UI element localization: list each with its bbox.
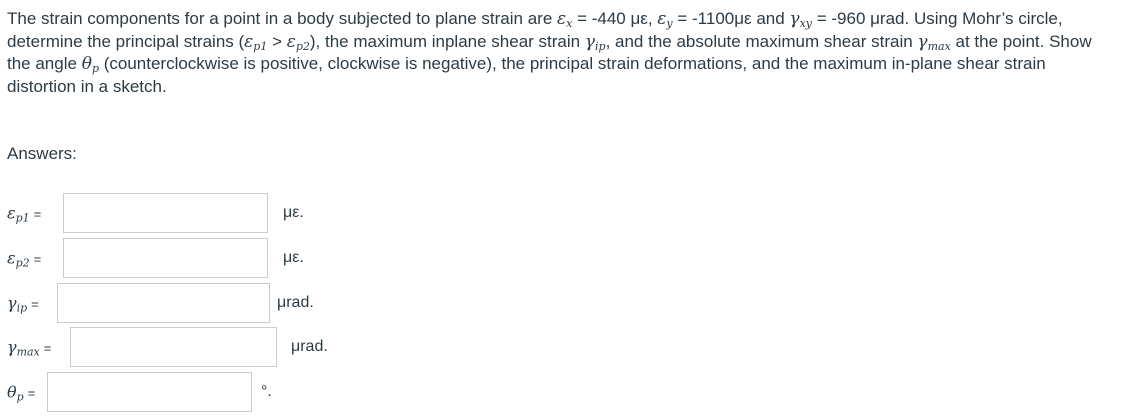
answer-row-gmax xyxy=(7,327,347,367)
answer-unit-ep2: με. xyxy=(283,249,304,266)
gmax-input[interactable] xyxy=(70,327,277,367)
ep1-input[interactable] xyxy=(63,193,268,233)
thetap-input[interactable] xyxy=(47,372,252,412)
answer-label-ep1: $\varepsilon_{p1}$ = xyxy=(7,203,42,225)
gip-input[interactable] xyxy=(57,283,270,323)
problem-statement: The strain components for a point in a body subjected to plane strain are $\varepsilon_x = -440$ με, $\varepsilon_y = -1100\mu\varepsilon$ and $\gamma_{xy} = -960$ μrad. Using Mohr’s circle, determine the principal strains $(\varepsilon_{p1} > \varepsilon_{p2})$, the maximum inplane shear strain $\gamma_{ip}$, and the absolute maximum shear strain $\gamma_{max}$ at the point. Show the angle $\theta_p$ (counterclockwise is positive, clockwise is negative), the principal strain deformations, and the maximum in-plane shear strain distortion in a sketch. xyxy=(7,9,1092,96)
answer-unit-gip: μrad. xyxy=(277,294,314,311)
answer-label-thetap: $\theta_p$ = xyxy=(7,382,36,404)
answer-label-ep2: $\varepsilon_{p2}$ = xyxy=(7,248,42,270)
answers-heading: Answers: xyxy=(7,144,77,163)
answer-unit-thetap: °. xyxy=(261,383,272,400)
answer-unit-gmax: μrad. xyxy=(291,338,328,355)
answer-unit-ep1: με. xyxy=(283,204,304,221)
answer-label-gmax: $\gamma_{max}$ = xyxy=(7,337,52,359)
answer-row-ep2 xyxy=(7,238,327,278)
answer-row-gip xyxy=(7,283,347,323)
answer-label-gip: $\gamma_{ip}$ = xyxy=(7,293,39,315)
answer-row-ep1 xyxy=(7,193,327,233)
ep2-input[interactable] xyxy=(63,238,268,278)
answer-row-thetap xyxy=(7,372,307,412)
